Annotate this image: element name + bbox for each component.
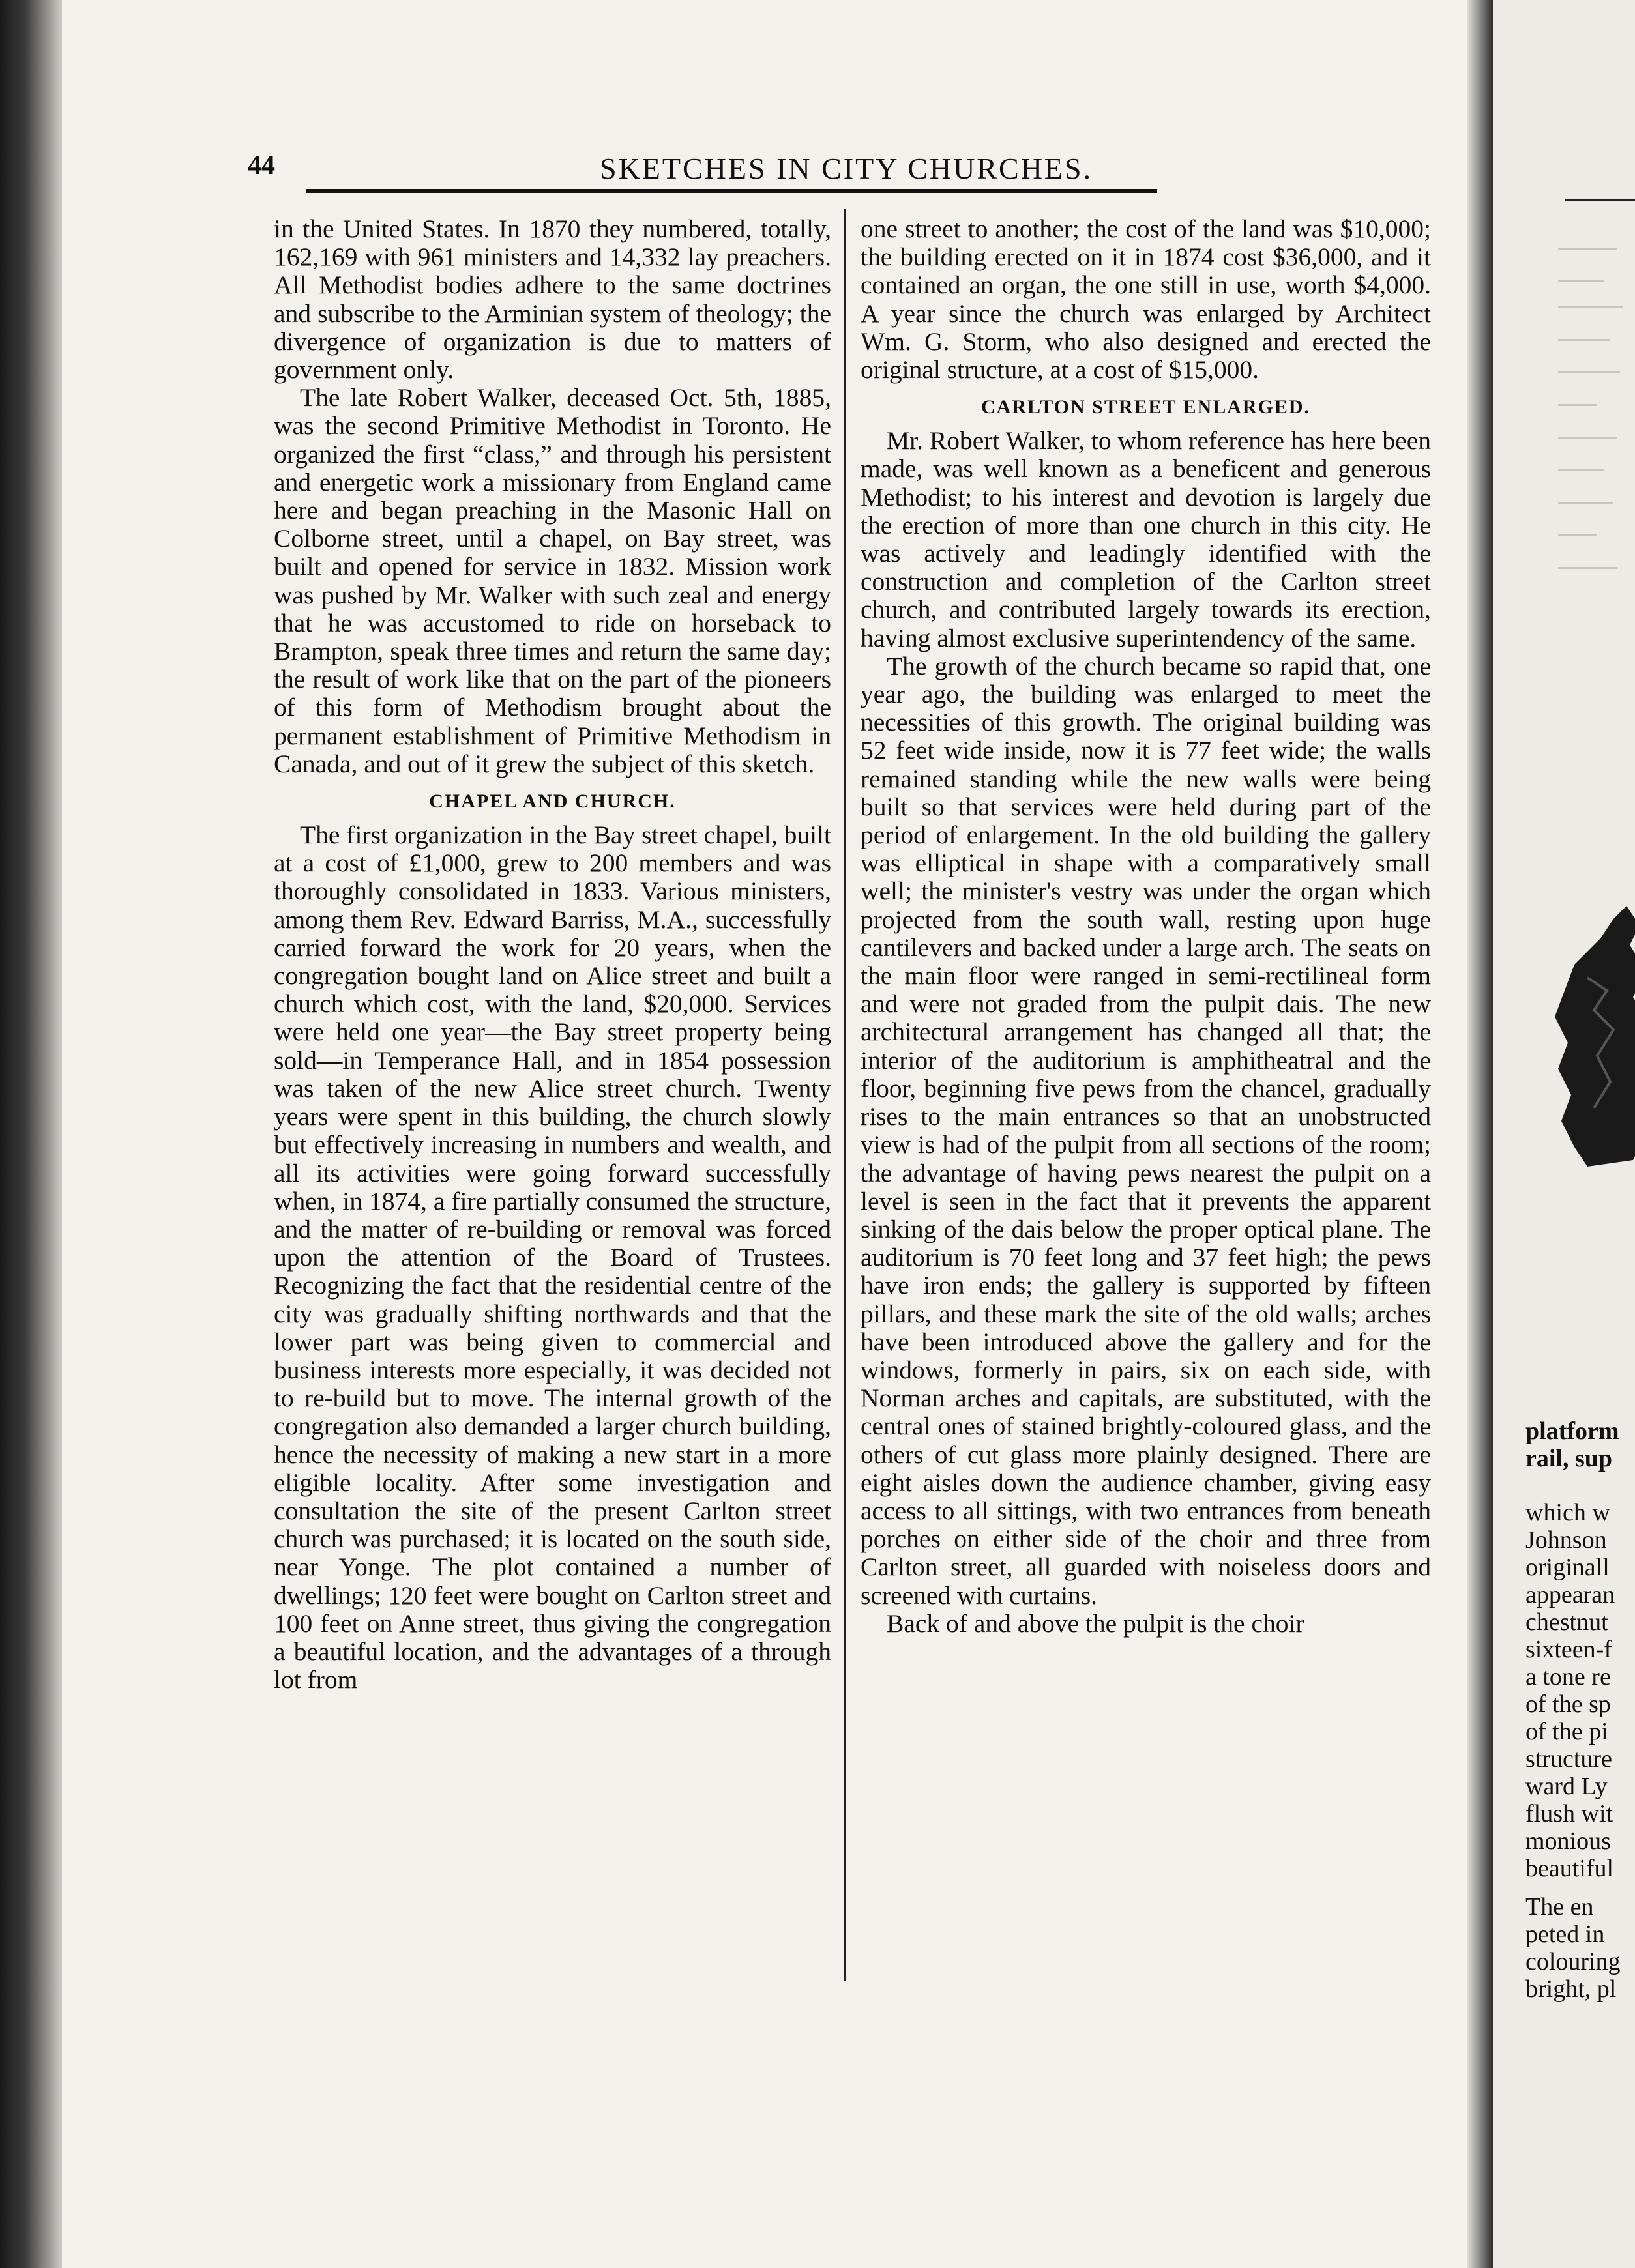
adjacent-page bbox=[1493, 0, 1635, 2268]
adjacent-page-line: appearan bbox=[1525, 1581, 1615, 1608]
adjacent-page-line: colouring bbox=[1525, 1948, 1621, 1975]
adjacent-page-line: peted in bbox=[1525, 1921, 1605, 1948]
page-number: 44 bbox=[248, 151, 275, 181]
header-rule bbox=[306, 189, 1157, 193]
paragraph: Mr. Robert Walker, to whom reference has here been made, was well known as a beneficent and generous Methodist; to his interest and devotion is largely due the erection of more than one church in this city. He was actively and leadingly identified with the construction and completion of the Carlton street church, and contributed largely towards its erection, having almost exclusive superintendency of the same. bbox=[861, 426, 1431, 652]
page-edge-shadow bbox=[1467, 0, 1493, 2268]
adjacent-page-line: chestnut bbox=[1525, 1608, 1608, 1636]
paragraph: Back of and above the pulpit is the choir bbox=[887, 1608, 1304, 1638]
adjacent-page-line: rail, sup bbox=[1525, 1445, 1613, 1472]
adjacent-page-line: originall bbox=[1525, 1554, 1610, 1581]
paragraph: The first organization in the Bay street chapel, built at a cost of £1,000, grew to 200 members and was thoroughly consolidated in 1833. Various ministers, among them Rev. Edward Barriss, M.A., successfully carried forward the work for 20 years, when the congregation bought land on Alice street and built a church which cost, with the land, $20,000. Services were held one year—the Bay street property being sold—in Temperance Hall, and in 1854 possession was taken of the new Alice street church. Twenty years were spent in this building, the church slowly but effectively increasing in numbers and wealth, and all its activities were going forward successfully when, in 1874, a fire partially consumed the structure, and the matter of re-building or removal was forced upon the attention of the Board of Trustees. Recognizing the fact that the residential centre of the city was gradually shifting northwards and that the lower part was being given to commercial and business interests more especially, it was decided not to re-build but to move. The internal growth of the congregation also demanded a larger church building, hence the necessity of making a new start in a more eligible locality. After some investigation and consultation the site of the present Carlton street church was purchased; it is located on the south side, near Yonge. The plot contained a number of dwellings; 120 feet were bought on Carlton street and 100 feet on Anne street, thus giving the congregation a beautiful location, and the advantages of a through lot from bbox=[274, 821, 831, 1694]
left-column bbox=[274, 215, 831, 1694]
running-title: SKETCHES IN CITY CHURCHES. bbox=[600, 152, 1093, 185]
section-heading: CHAPEL AND CHURCH. bbox=[429, 791, 676, 813]
adjacent-page-rule bbox=[1565, 199, 1635, 201]
adjacent-page-line: of the sp bbox=[1525, 1691, 1611, 1718]
section-heading: CARLTON STREET ENLARGED. bbox=[980, 396, 1311, 418]
adjacent-page-line: monious bbox=[1525, 1827, 1611, 1855]
column-divider bbox=[844, 209, 846, 1981]
adjacent-page-line: platform bbox=[1525, 1418, 1619, 1445]
adjacent-page-line: sixteen-f bbox=[1525, 1636, 1612, 1663]
right-column bbox=[861, 215, 1431, 1638]
adjacent-page-line: of the pi bbox=[1525, 1718, 1608, 1745]
book-gutter-shadow bbox=[0, 0, 62, 2268]
adjacent-page-line: which w bbox=[1525, 1499, 1610, 1526]
paragraph: one street to another; the cost of the land was $10,000; the building erected on it in 1874 cost $36,000, and it contained an organ, the one still in use, worth $4,000. A year since the church was enlarged by Architect Wm. G. Storm, who also designed and erected the original structure, at a cost of $15,000. bbox=[861, 214, 1431, 385]
adjacent-page-line: flush wit bbox=[1525, 1800, 1613, 1827]
adjacent-page-line: a tone re bbox=[1525, 1663, 1611, 1691]
adjacent-page-line: ward Ly bbox=[1525, 1773, 1608, 1800]
adjacent-page-line: bright, pl bbox=[1525, 1975, 1617, 2003]
adjacent-page-line: Johnson bbox=[1525, 1526, 1607, 1554]
paragraph: The late Robert Walker, deceased Oct. 5th, 1885, was the second Primitive Methodist in Toronto. He organized the first “class,” and through his persistent and energetic work a missionary from England came here and began preaching in the Masonic Hall on Colborne street, until a chapel, on Bay street, was built and opened for service in 1832. Mission work was pushed by Mr. Walker with such zeal and energy that he was accustomed to ride on horseback to Brampton, speak three times and return the same day; the result of work like that on the part of the pioneers of this form of Methodism brought about the permanent establishment of Primitive Methodism in Canada, and out of it grew the subject of this sketch. bbox=[274, 383, 831, 778]
paragraph: in the United States. In 1870 they numbered, totally, 162,169 with 961 ministers and 14,332 lay preachers. All Methodist bodies adhere to the same doctrines and subscribe to the Arminian system of theology; the divergence of organization is due to matters of government only. bbox=[274, 214, 831, 385]
paragraph: The growth of the church became so rapid that, one year ago, the building was enlarged to meet the necessities of this growth. The original building was 52 feet wide inside, now it is 77 feet wide; the walls remained standing while the new walls were being built so that services were held during part of the period of enlargement. In the old building the gallery was elliptical in shape with a comparatively small well; the minister's vestry was under the organ which projected from the south wall, resting upon huge cantilevers and backed under a large arch. The seats on the main floor were ranged in semi-rectilineal form and were not graded from the pulpit dais. The new architectural arrangement has changed all that; the interior of the auditorium is amphitheatral and the floor, beginning five pews from the chancel, gradually rises to the main entrances so that an unobstructed view is had of the pulpit from all sections of the room; the advantage of having pews nearest the pulpit on a level is seen in the fact that it prevents the apparent sinking of the dais below the proper optical plane. The auditorium is 70 feet long and 37 feet high; the pews have iron ends; the gallery is supported by fifteen pillars, and these mark the site of the old walls; arches have been introduced above the gallery and for the windows, formerly in pairs, six on each side, with Norman arches and capitals, are substituted, with the central ones of stained brightly-coloured glass, and the others of cut glass more plainly designed. There are eight aisles down the audience chamber, giving easy access to all sittings, with two entrances from beneath porches on either side of the choir and three from Carlton street, all guarded with noiseless doors and screened with curtains. bbox=[861, 651, 1431, 1610]
adjacent-page-line: The en bbox=[1525, 1893, 1594, 1921]
adjacent-page-line: beautiful bbox=[1525, 1855, 1614, 1882]
adjacent-page-line: structure bbox=[1525, 1745, 1612, 1773]
adjacent-page-illustration bbox=[1548, 899, 1635, 1173]
